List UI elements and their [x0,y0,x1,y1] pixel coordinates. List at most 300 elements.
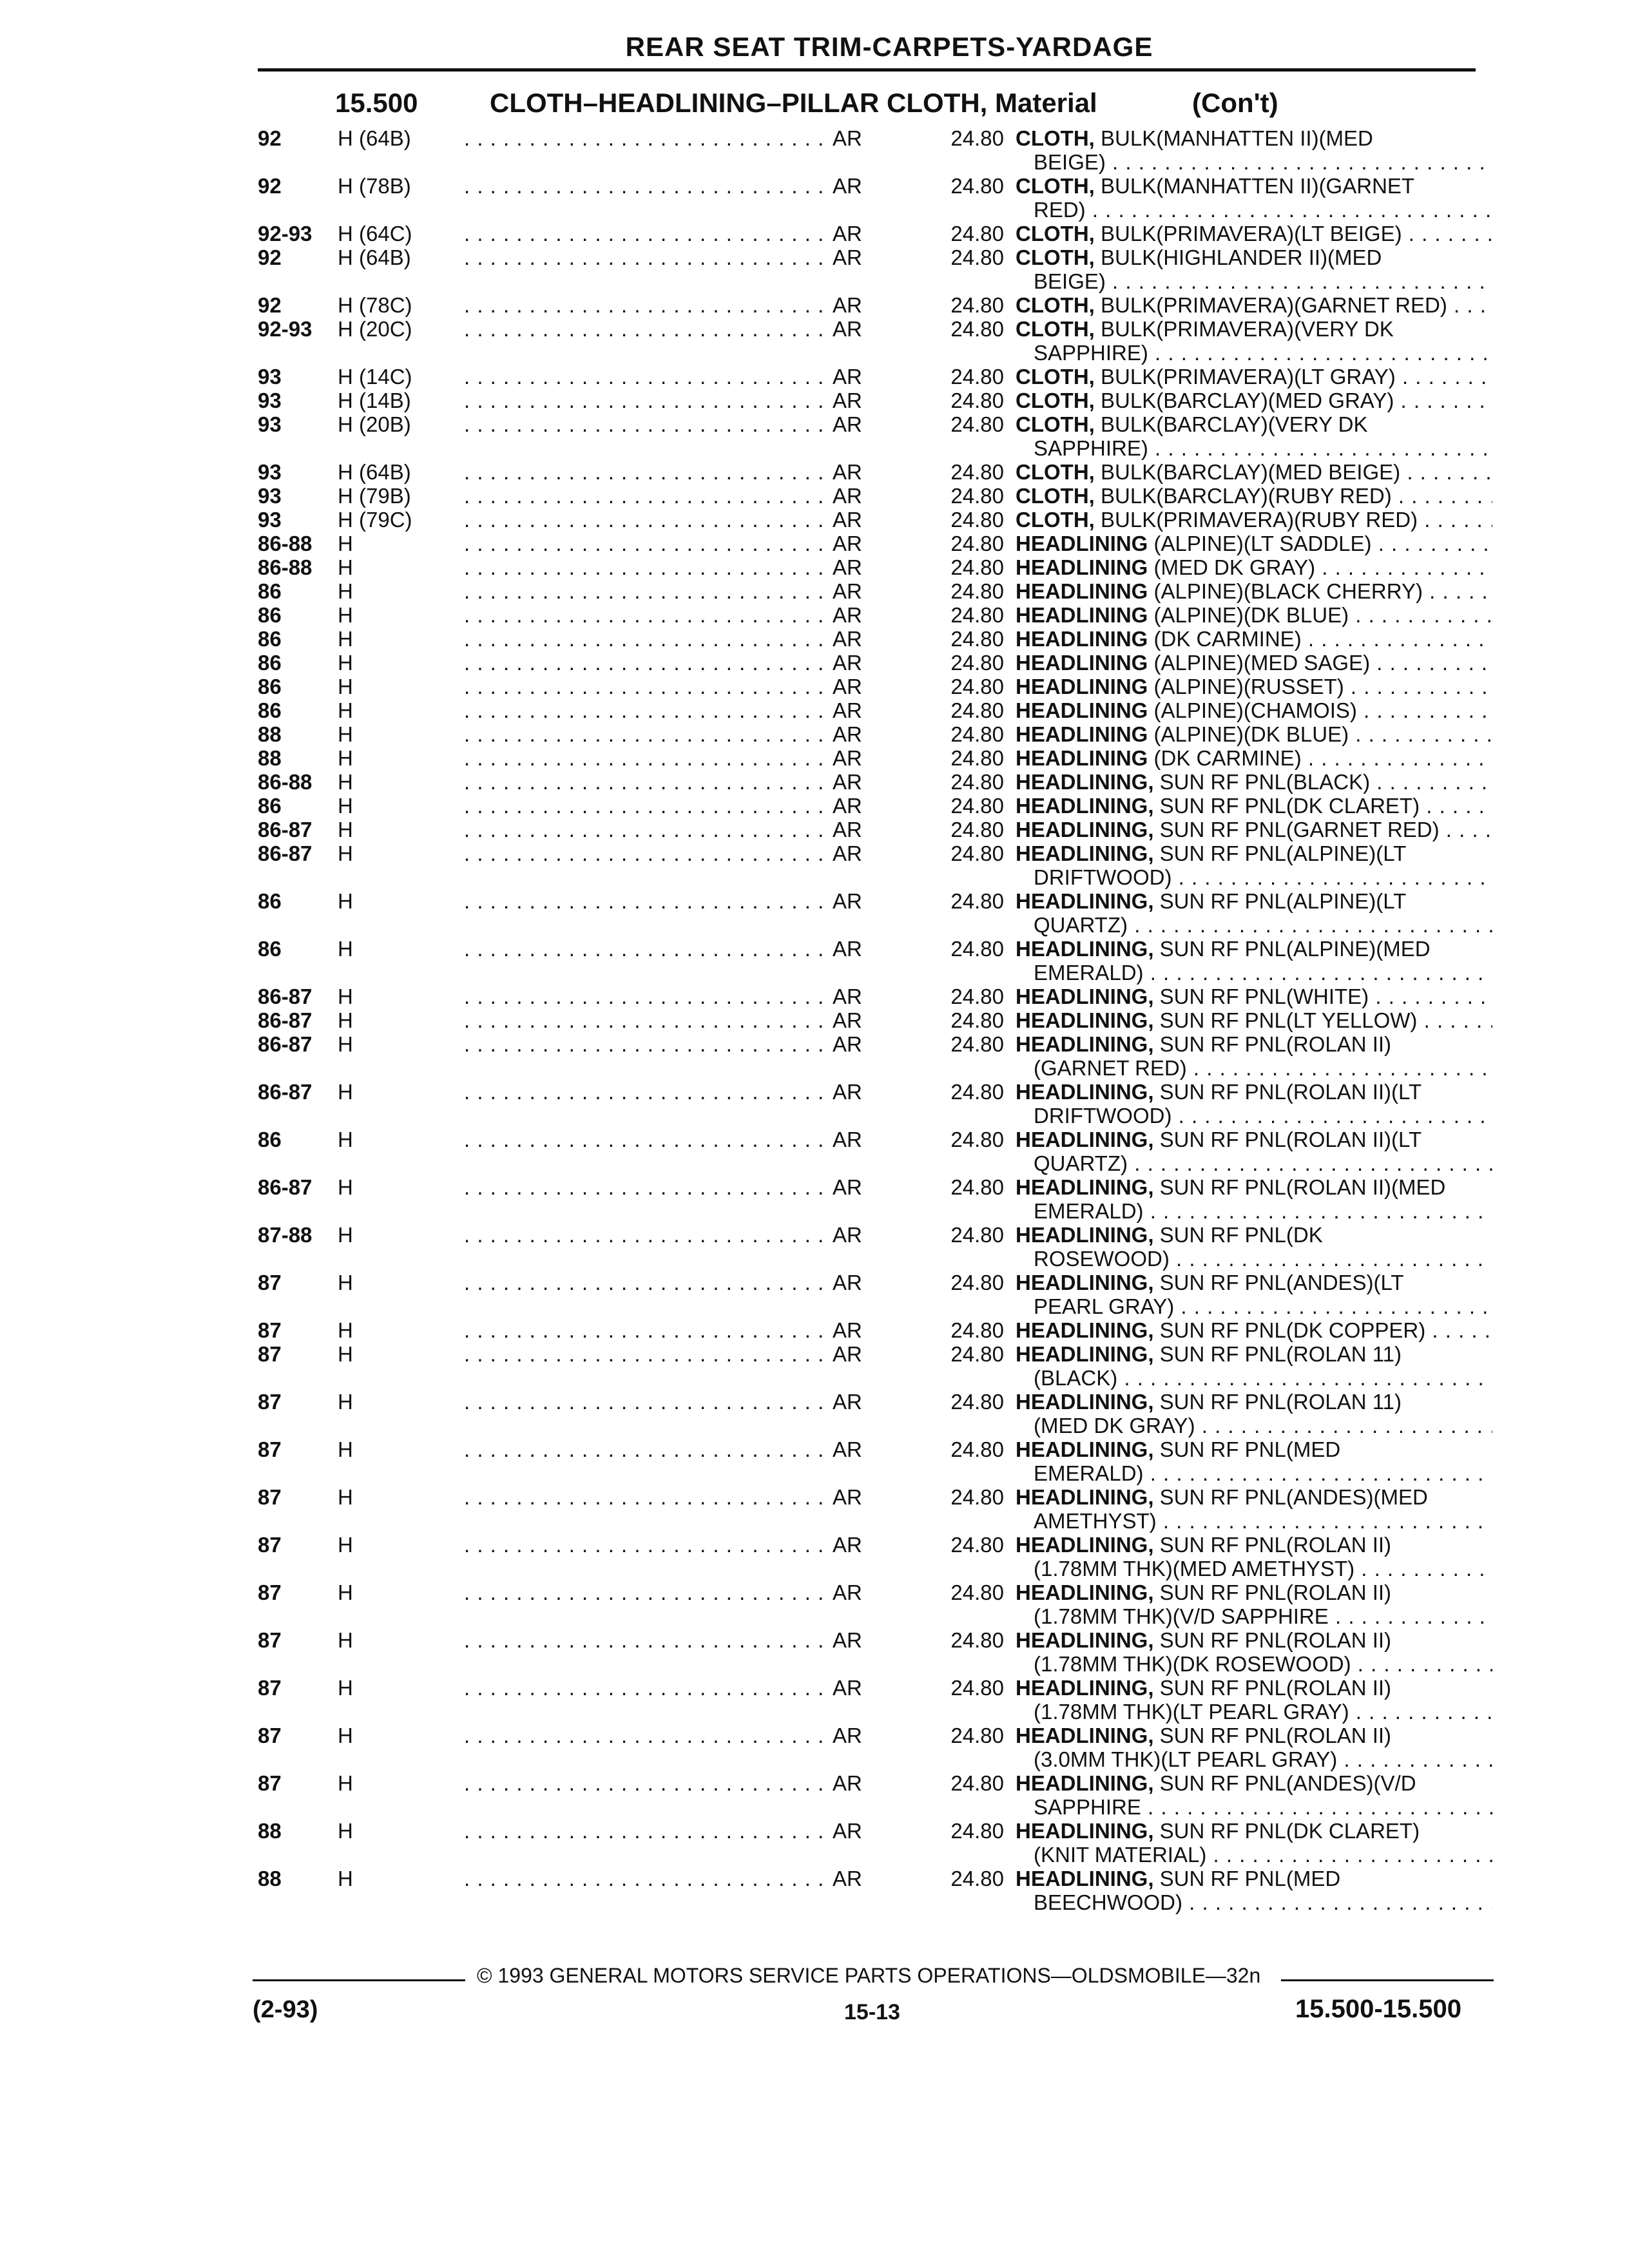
description-keyword: HEADLINING, [1016,1008,1154,1032]
group-number: 24.80 [950,365,1004,389]
description-keyword: HEADLINING [1016,651,1148,675]
part-number [464,746,825,770]
description-continued: DRIFTWOOD) . . . [1034,1104,1492,1128]
quantity: AR [833,1080,862,1104]
description-keyword: CLOTH, [1016,126,1095,150]
description-text: SUN RF PNL(DK COPPER) [1159,1318,1426,1342]
description-text: BULK(PRIMAVERA)(RUBY RED) [1101,508,1418,532]
description [1016,365,1492,389]
group-number: 24.80 [950,484,1004,508]
part-number [464,317,825,341]
description [1016,1080,1492,1104]
description-text: SUN RF PNL(ANDES)(V/D [1159,1771,1416,1795]
description-keyword: CLOTH, [1016,460,1095,484]
quantity: AR [833,1342,862,1366]
description-continued: (1.78MM THK)(MED AMETHYST) . . . [1034,1557,1492,1581]
model-year: 88 [258,722,282,746]
body-code: H [338,1008,353,1032]
model-year: 86 [258,937,282,961]
model-year: 87 [258,1390,282,1414]
description-text: SUN RF PNL(DK [1159,1223,1323,1247]
description-text: BULK(MANHATTEN II)(GARNET [1101,174,1415,198]
description-continued: ROSEWOOD) . . . [1034,1247,1492,1271]
description-text: (DK CARMINE) [1153,627,1302,651]
description-text: (MED DK GRAY) [1153,555,1316,579]
description-text: SUN RF PNL(ROLAN II)(LT [1159,1128,1422,1151]
description-text: SUN RF PNL(ROLAN II)(MED [1159,1175,1446,1199]
quantity: AR [833,412,862,436]
table-row [0,889,1629,941]
description-text: SUN RF PNL(ROLAN II) [1159,1581,1392,1604]
description-text: BULK(PRIMAVERA)(LT BEIGE) [1101,222,1402,245]
footer-rule-right [1281,1979,1494,1981]
quantity: AR [833,1175,862,1199]
table-row [0,1533,1629,1584]
model-year: 93 [258,389,282,412]
quantity: AR [833,746,862,770]
quantity: AR [833,698,862,722]
description-keyword: HEADLINING [1016,532,1148,555]
description-text: SUN RF PNL(DK CLARET) [1159,1819,1420,1843]
description-text: SUN RF PNL(DK CLARET) [1159,794,1420,818]
description-text: SUN RF PNL(ROLAN 11) [1159,1390,1402,1414]
description-text: BULK(BARCLAY)(RUBY RED) [1101,484,1392,508]
description-keyword: HEADLINING [1016,698,1148,722]
description [1016,579,1492,603]
part-number [464,222,825,245]
part-number [464,603,825,627]
group-number: 24.80 [950,412,1004,436]
group-number: 24.80 [950,651,1004,675]
description-keyword: HEADLINING, [1016,794,1154,818]
group-number: 24.80 [950,126,1004,150]
description-continued: QUARTZ) . . . [1034,1151,1492,1175]
body-code: H (64B) [338,245,411,269]
description-text: SUN RF PNL(BLACK) [1159,770,1371,794]
description [1016,1676,1492,1700]
description-keyword: HEADLINING [1016,555,1148,579]
model-year: 92 [258,293,282,317]
description-continued: (1.78MM THK)(V/D SAPPHIRE . . . [1034,1604,1492,1628]
model-year: 93 [258,460,282,484]
description-continued: BEIGE) . . . [1034,150,1492,174]
table-row [0,1628,1629,1680]
description-continued: RED) . . . [1034,198,1492,222]
description-keyword: CLOTH, [1016,508,1095,532]
description-continued: BEECHWOOD) . . . [1034,1890,1492,1914]
description-keyword: CLOTH, [1016,389,1095,412]
description-keyword: HEADLINING, [1016,1581,1154,1604]
body-code: H (79C) [338,508,412,532]
group-number: 24.80 [950,1271,1004,1294]
part-number [464,722,825,746]
part-number [464,675,825,698]
description-text: SUN RF PNL(ROLAN II) [1159,1628,1392,1652]
footer-date-code: (2-93) [253,1996,318,2023]
description-continued: SAPPHIRE) . . . [1034,341,1492,365]
part-number [464,1342,825,1366]
body-code: H [338,1175,353,1199]
description-keyword: HEADLINING, [1016,1771,1154,1795]
quantity: AR [833,1628,862,1652]
table-row [0,1676,1629,1727]
description [1016,1223,1492,1247]
model-year: 92-93 [258,222,313,245]
body-code: H [338,1128,353,1151]
description [1016,1485,1492,1509]
description [1016,245,1492,269]
description-text: SUN RF PNL(ANDES)(MED [1159,1485,1428,1509]
table-row [0,1724,1629,1775]
group-number: 24.80 [950,1676,1004,1700]
description-text: SUN RF PNL(ROLAN II) [1159,1533,1392,1557]
quantity: AR [833,293,862,317]
description-keyword: HEADLINING [1016,722,1148,746]
group-number: 24.80 [950,627,1004,651]
description-keyword: HEADLINING [1016,746,1148,770]
model-year: 93 [258,412,282,436]
description-text: SUN RF PNL(ROLAN II)(LT [1159,1080,1422,1104]
description-text: SUN RF PNL(ANDES)(LT [1159,1271,1404,1294]
description [1016,1175,1492,1199]
group-number: 24.80 [950,555,1004,579]
table-row [0,1271,1629,1322]
description-keyword: CLOTH, [1016,317,1095,341]
description-keyword: HEADLINING, [1016,1080,1154,1104]
table-row [0,245,1629,297]
description-keyword: HEADLINING, [1016,1318,1154,1342]
quantity: AR [833,985,862,1008]
description [1016,508,1492,532]
description-continued: PEARL GRAY) . . . [1034,1294,1492,1318]
part-number [464,1867,825,1890]
description-keyword: HEADLINING, [1016,841,1154,865]
description-text: BULK(BARCLAY)(MED GRAY) [1101,389,1394,412]
model-year: 93 [258,365,282,389]
table-row [0,1581,1629,1632]
body-code: H [338,1771,353,1795]
model-year: 87 [258,1318,282,1342]
quantity: AR [833,1819,862,1843]
description-keyword: HEADLINING, [1016,889,1154,913]
part-number [464,1128,825,1151]
model-year: 88 [258,746,282,770]
table-row [0,1867,1629,1918]
description-text: BULK(MANHATTEN II)(MED [1101,126,1373,150]
part-number [464,293,825,317]
description [1016,1628,1492,1652]
group-number: 24.80 [950,1533,1004,1557]
quantity: AR [833,651,862,675]
body-code: H (64C) [338,222,412,245]
continued-label: (Con't) [1192,88,1278,118]
body-code: H [338,1032,353,1056]
description-text: BULK(PRIMAVERA)(LT GRAY) [1101,365,1396,389]
quantity: AR [833,555,862,579]
group-number: 24.80 [950,1390,1004,1414]
part-number [464,1223,825,1247]
body-code: H [338,746,353,770]
table-row [0,1223,1629,1274]
body-code: H [338,1271,353,1294]
model-year: 88 [258,1819,282,1843]
description [1016,1008,1492,1032]
quantity: AR [833,841,862,865]
model-year: 86 [258,579,282,603]
description-text: SUN RF PNL(GARNET RED) [1159,818,1440,841]
description-text: (ALPINE)(DK BLUE) [1153,722,1349,746]
description-keyword: HEADLINING, [1016,1390,1154,1414]
description [1016,532,1492,555]
quantity: AR [833,460,862,484]
body-code: H (64B) [338,126,411,150]
description [1016,1867,1492,1890]
part-number [464,1175,825,1199]
model-year: 86-88 [258,770,313,794]
description-text: BULK(PRIMAVERA)(GARNET RED) [1101,293,1447,317]
quantity: AR [833,317,862,341]
description-keyword: CLOTH, [1016,222,1095,245]
description-keyword: HEADLINING, [1016,1032,1154,1056]
description [1016,174,1492,198]
part-number [464,651,825,675]
body-code: H (64B) [338,460,411,484]
body-code: H [338,841,353,865]
description-continued: DRIFTWOOD) . . . [1034,865,1492,889]
description-text: SUN RF PNL(ROLAN II) [1159,1032,1392,1056]
description [1016,841,1492,865]
description-text: SUN RF PNL(ROLAN II) [1159,1724,1392,1747]
quantity: AR [833,1271,862,1294]
body-code: H [338,1819,353,1843]
description [1016,126,1492,150]
description-keyword: CLOTH, [1016,412,1095,436]
body-code: H [338,985,353,1008]
description [1016,1128,1492,1151]
description-continued: (BLACK) . . . [1034,1366,1492,1390]
body-code: H [338,651,353,675]
group-number: 24.80 [950,770,1004,794]
quantity: AR [833,1318,862,1342]
description-text: (ALPINE)(RUSSET) [1153,675,1344,698]
quantity: AR [833,627,862,651]
table-row [0,126,1629,178]
description-keyword: CLOTH, [1016,365,1095,389]
description [1016,1581,1492,1604]
description-keyword: HEADLINING [1016,603,1148,627]
quantity: AR [833,937,862,961]
part-number [464,1437,825,1461]
model-year: 86-87 [258,1080,313,1104]
quantity: AR [833,389,862,412]
group-number: 24.80 [950,1724,1004,1747]
description-text: (DK CARMINE) [1153,746,1302,770]
description-text: SUN RF PNL(LT YELLOW) [1159,1008,1418,1032]
description [1016,818,1492,841]
model-year: 92-93 [258,317,313,341]
group-number: 24.80 [950,1581,1004,1604]
group-number: 24.80 [950,1080,1004,1104]
quantity: AR [833,1581,862,1604]
description [1016,889,1492,913]
body-code: H (78C) [338,293,412,317]
description [1016,937,1492,961]
table-row [0,1771,1629,1823]
quantity: AR [833,126,862,150]
description [1016,222,1492,245]
body-code: H [338,1437,353,1461]
section-number: 15.500 [335,88,418,118]
quantity: AR [833,1485,862,1509]
description-continued: (3.0MM THK)(LT PEARL GRAY) . . . [1034,1747,1492,1771]
part-number [464,985,825,1008]
quantity: AR [833,1390,862,1414]
part-number [464,532,825,555]
footer-section-range: 15.500-15.500 [1295,1995,1462,2023]
model-year: 93 [258,508,282,532]
table-row [0,1128,1629,1179]
description [1016,722,1492,746]
table-row [0,1175,1629,1227]
part-number [464,1390,825,1414]
body-code: H [338,818,353,841]
quantity: AR [833,1676,862,1700]
model-year: 87 [258,1271,282,1294]
model-year: 86-87 [258,818,313,841]
body-code: H [338,1390,353,1414]
group-number: 24.80 [950,1223,1004,1247]
quantity: AR [833,1437,862,1461]
body-code: H (14B) [338,389,411,412]
table-row [0,1390,1629,1441]
quantity: AR [833,603,862,627]
description-continued: SAPPHIRE) . . . [1034,436,1492,460]
group-number: 24.80 [950,675,1004,698]
part-number [464,770,825,794]
description [1016,651,1492,675]
description-continued: QUARTZ) . . . [1034,913,1492,937]
model-year: 92 [258,245,282,269]
part-number [464,1271,825,1294]
description-continued: (1.78MM THK)(DK ROSEWOOD) . . . [1034,1652,1492,1676]
description-keyword: HEADLINING, [1016,1628,1154,1652]
description-text: SUN RF PNL(WHITE) [1159,985,1369,1008]
description-text: SUN RF PNL(ALPINE)(LT [1159,841,1407,865]
part-number [464,818,825,841]
group-number: 24.80 [950,1318,1004,1342]
footer-page-number: 15-13 [844,2000,900,2024]
body-code: H [338,1533,353,1557]
group-number: 24.80 [950,746,1004,770]
part-number [464,1318,825,1342]
body-code: H [338,794,353,818]
table-row [0,1485,1629,1537]
body-code: H [338,770,353,794]
description [1016,1318,1492,1342]
quantity: AR [833,579,862,603]
quantity: AR [833,508,862,532]
quantity: AR [833,1008,862,1032]
model-year: 86-87 [258,1175,313,1199]
description [1016,484,1492,508]
body-code: H [338,1867,353,1890]
body-code: H [338,627,353,651]
quantity: AR [833,818,862,841]
quantity: AR [833,794,862,818]
description [1016,1533,1492,1557]
body-code: H [338,1581,353,1604]
description [1016,1437,1492,1461]
description [1016,293,1492,317]
body-code: H [338,1485,353,1509]
description-text: BULK(HIGHLANDER II)(MED [1101,245,1382,269]
quantity: AR [833,1533,862,1557]
description-text: (ALPINE)(DK BLUE) [1153,603,1349,627]
part-number [464,555,825,579]
body-code: H [338,1318,353,1342]
description-keyword: HEADLINING, [1016,770,1154,794]
description [1016,1724,1492,1747]
body-code: H [338,1628,353,1652]
description-text: (ALPINE)(BLACK CHERRY) [1153,579,1423,603]
body-code: H [338,722,353,746]
description-keyword: HEADLINING, [1016,1485,1154,1509]
group-number: 24.80 [950,293,1004,317]
part-number [464,627,825,651]
table-row [0,937,1629,988]
description [1016,627,1492,651]
group-number: 24.80 [950,1008,1004,1032]
body-code: H [338,889,353,913]
quantity: AR [833,1128,862,1151]
table-row [0,1342,1629,1394]
part-number [464,889,825,913]
footer-copyright: © 1993 GENERAL MOTORS SERVICE PARTS OPERATIONS—OLDSMOBILE—32n [477,1964,1261,1987]
model-year: 86-88 [258,555,313,579]
group-number: 24.80 [950,508,1004,532]
part-number [464,460,825,484]
body-code: H [338,675,353,698]
quantity: AR [833,222,862,245]
description [1016,698,1492,722]
quantity: AR [833,770,862,794]
description-text: SUN RF PNL(MED [1159,1867,1341,1890]
description-text: BULK(BARCLAY)(VERY DK [1101,412,1368,436]
description-keyword: HEADLINING, [1016,1676,1154,1700]
body-code: H [338,937,353,961]
part-number [464,1771,825,1795]
group-number: 24.80 [950,1771,1004,1795]
quantity: AR [833,174,862,198]
group-number: 24.80 [950,174,1004,198]
part-number [464,389,825,412]
quantity: AR [833,245,862,269]
model-year: 87 [258,1533,282,1557]
description-text: (ALPINE)(LT SADDLE) [1153,532,1372,555]
group-number: 24.80 [950,1485,1004,1509]
description-keyword: HEADLINING, [1016,937,1154,961]
description-keyword: HEADLINING, [1016,1819,1154,1843]
group-number: 24.80 [950,1628,1004,1652]
group-number: 24.80 [950,841,1004,865]
part-number [464,126,825,150]
part-number [464,794,825,818]
description-keyword: HEADLINING, [1016,1223,1154,1247]
description [1016,1819,1492,1843]
model-year: 86-87 [258,1008,313,1032]
part-number [464,245,825,269]
quantity: AR [833,1867,862,1890]
